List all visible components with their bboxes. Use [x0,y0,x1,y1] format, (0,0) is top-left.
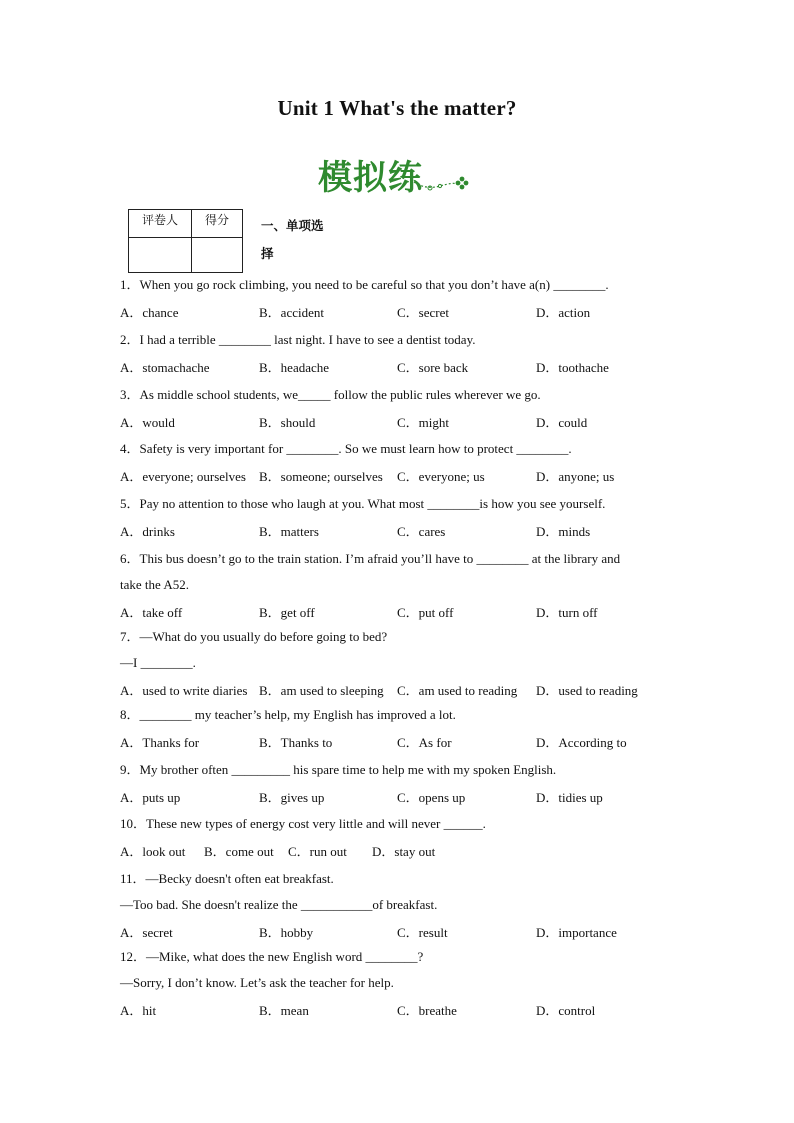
answer-option[interactable]: C．am used to reading [397,682,518,698]
answer-option[interactable]: C．might [397,414,450,430]
answer-option[interactable]: B．hobby [259,924,314,940]
answer-option[interactable]: D．toothache [536,359,609,375]
question-stem: 10．These new types of energy cost very little and will never ______. [120,816,486,831]
answer-option[interactable]: C．secret [397,304,449,320]
answer-option[interactable]: D．importance [536,924,617,940]
question-stem: 5．Pay no attention to those who laugh at you. What most ________is how you see yourself. [120,496,606,511]
answer-option[interactable]: D．turn off [536,604,598,620]
answer-option[interactable]: C．put off [397,604,454,620]
question-stem: 3．As middle school students, we_____ follow the public rules wherever we go. [120,387,541,402]
answer-option[interactable]: B．headache [259,359,330,375]
answer-option[interactable]: A．hit [120,1002,157,1018]
answer-option[interactable]: C．run out [288,843,347,859]
answer-option[interactable]: D．stay out [372,843,436,859]
section-heading-line: 一、单项选 [261,218,324,233]
question-stem: take the A52. [120,577,189,592]
answer-option[interactable]: D．minds [536,523,591,539]
answer-option[interactable]: B．come out [204,843,274,859]
question-stem: —Sorry, I don’t know. Let’s ask the teacher for help. [120,975,394,990]
answer-option[interactable]: A．secret [120,924,173,940]
answer-option[interactable]: A．everyone; ourselves [120,468,246,484]
flower-vine-icon [412,168,472,194]
answer-option[interactable]: B．someone; ourselves [259,468,383,484]
page-title: Unit 1 What's the matter? [277,96,517,120]
answer-option[interactable]: A．take off [120,604,183,620]
section-heading-line: 择 [261,246,274,261]
section-heading [261,212,341,268]
answer-option[interactable]: B．mean [259,1002,309,1018]
question-stem: —I ________. [120,655,196,670]
question-stem: 9．My brother often _________ his spare time to help me with my spoken English. [120,762,557,777]
question-stem: 8．________ my teacher’s help, my English has improved a lot. [120,707,456,722]
answer-option[interactable]: A．stomachache [120,359,210,375]
answer-option[interactable]: C．As for [397,734,452,750]
question-stem: 1．When you go rock climbing, you need to be careful so that you don’t have a(n) ________. [120,277,609,292]
answer-option[interactable]: A．Thanks for [120,734,200,750]
practice-logo: 模拟练 [318,158,423,198]
answer-option[interactable]: C．sore back [397,359,469,375]
answer-option[interactable]: B．gives up [259,789,325,805]
answer-option[interactable]: B．get off [259,604,315,620]
question-stem: 11．—Becky doesn't often eat breakfast. [120,871,334,886]
answer-option[interactable]: C．result [397,924,448,940]
score-cell [192,238,243,273]
answer-option[interactable]: B．matters [259,523,319,539]
answer-option[interactable]: C．cares [397,523,446,539]
answer-option[interactable]: D．tidies up [536,789,603,805]
score-header: 得分 [192,210,243,238]
score-table [128,209,243,273]
answer-option[interactable]: A．puts up [120,789,181,805]
reviewer-cell [129,238,192,273]
question-stem: 6．This bus doesn’t go to the train station. I’m afraid you’ll have to ________ at the library and [120,551,621,566]
answer-option[interactable]: D．According to [536,734,627,750]
answer-option[interactable]: A．would [120,414,175,430]
answer-option[interactable]: B．accident [259,304,324,320]
question-stem: 12．—Mike, what does the new English word ________? [120,949,424,964]
answer-option[interactable]: D．used to reading [536,682,638,698]
answer-option[interactable]: C．breathe [397,1002,457,1018]
answer-option[interactable]: D．control [536,1002,596,1018]
question-stem: 2．I had a terrible ________ last night. I have to see a dentist today. [120,332,476,347]
answer-option[interactable]: D．could [536,414,588,430]
answer-option[interactable]: B．Thanks to [259,734,333,750]
answer-option[interactable]: D．action [536,304,591,320]
answer-option[interactable]: B．should [259,414,316,430]
answer-option[interactable]: C．opens up [397,789,466,805]
answer-option[interactable]: B．am used to sleeping [259,682,384,698]
question-stem: 7．—What do you usually do before going to bed? [120,629,388,644]
answer-option[interactable]: D．anyone; us [536,468,615,484]
answer-option[interactable]: A．look out [120,843,186,859]
answer-option[interactable]: A．used to write diaries [120,682,248,698]
answer-option[interactable]: C．everyone; us [397,468,485,484]
question-stem: —Too bad. She doesn't realize the ___________of breakfast. [120,897,438,912]
question-stem: 4．Safety is very important for ________. So we must learn how to protect ________. [120,441,572,456]
answer-option[interactable]: A．chance [120,304,179,320]
reviewer-header: 评卷人 [129,210,192,238]
answer-option[interactable]: A．drinks [120,523,175,539]
